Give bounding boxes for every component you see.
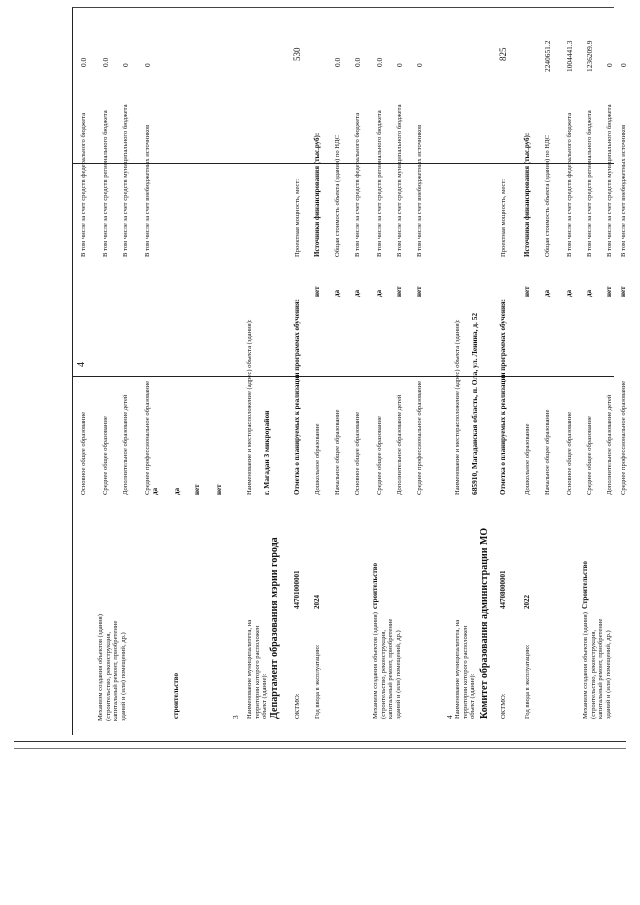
finance-header: Источники финансирования (тыс.руб):	[313, 132, 321, 257]
row-index: 4	[445, 715, 454, 719]
finance-item-label: Общая стоимость объекта (здания) по НДС	[544, 135, 551, 257]
finance-item-value: 0.0	[101, 57, 110, 67]
finance-item-value: 0	[415, 63, 424, 67]
program-item-label: Дополнительное образование детей	[606, 394, 613, 495]
program-header: Отметка о планируемых к реализации программах обучения:	[499, 298, 507, 495]
construction-mode-value: Строительство	[581, 561, 589, 609]
construction-mode-value: строительство	[172, 672, 180, 719]
program-item-label: Дополнительное образование детей	[396, 394, 403, 495]
finance-item-label: В том числе за счет средств регионального бюджета	[102, 110, 109, 257]
capacity-value: 825	[498, 47, 508, 61]
construction-mode-value: строительство	[371, 562, 379, 609]
finance-item-label: В том числе за счет средств муниципального бюджета	[396, 104, 403, 257]
address-value: 685910, Магаданская область, п. Ола, ул. Ленина, д. 52	[470, 312, 479, 495]
program-item-label: Дополнительное образование детей	[122, 394, 129, 495]
owner-value: Комитет образования администрации МО	[479, 527, 490, 719]
finance-item-value: 1004441.3	[565, 40, 574, 72]
owner-value: Департамент образования мэрии города	[269, 537, 280, 719]
program-item-label: Основное общее образование	[354, 411, 361, 495]
program-item-flag: да	[353, 289, 361, 297]
finance-item-label: В том числе за счет средств муниципального бюджета	[122, 104, 129, 257]
program-item-label: Начальное общее образование	[544, 409, 551, 495]
program-item-label: Среднее общее образование	[376, 416, 383, 495]
program-item-flag: нет	[619, 286, 627, 297]
program-item-flag: да	[375, 289, 383, 297]
program-item-flag: да	[151, 487, 159, 495]
finance-item-value: 2240651.2	[543, 40, 552, 72]
program-item-flag: нет	[415, 286, 423, 297]
finance-item-value: 0.0	[353, 57, 362, 67]
year-label: Год ввода в эксплуатацию:	[314, 644, 321, 719]
finance-item-value: 0.0	[333, 57, 342, 67]
program-item-label: Среднее профессиональное образование	[144, 380, 151, 495]
oktmo-label: ОКТМО:	[294, 693, 301, 719]
finance-item-label: В том числе за счет средств федерального бюджета	[80, 112, 87, 257]
program-item-flag: да	[173, 487, 181, 495]
construction-mode-label: Механизм создания объектов (здания) (строительство, реконструкция, капитальный ремонт, приобретение зданий и (или) помещений, др.)	[97, 614, 127, 721]
oktmo-label: ОКТМО:	[500, 693, 507, 719]
program-item-label: Среднее общее образование	[586, 416, 593, 495]
finance-item-label: В том числе за счет внебюджетных источников	[620, 124, 627, 257]
capacity-value: 530	[292, 47, 302, 61]
program-item-label: Дошкольное образование	[314, 423, 321, 495]
finance-item-value: 0	[619, 63, 628, 67]
program-item-label: Начальное общее образование	[334, 409, 341, 495]
page-number: 4	[76, 362, 87, 367]
program-item-flag: нет	[605, 286, 613, 297]
program-item-flag: да	[333, 289, 341, 297]
program-item-label: Дошкольное образование	[524, 423, 531, 495]
address-value: г. Магадан 3 микрорайон	[262, 410, 271, 495]
program-item-flag: нет	[193, 484, 201, 495]
finance-item-value: 0.0	[79, 57, 88, 67]
program-item-label: Основное общее образование	[80, 411, 87, 495]
row-index: 3	[231, 715, 240, 719]
capacity-label: Проектная мощность, мест:	[294, 178, 301, 257]
finance-item-label: В том числе за счет средств регионального бюджета	[376, 110, 383, 257]
capacity-label: Проектная мощность, мест:	[500, 178, 507, 257]
finance-item-label: В том числе за счет внебюджетных источников	[416, 124, 423, 257]
finance-item-value: 0	[143, 63, 152, 67]
program-item-flag: нет	[313, 286, 321, 297]
program-item-flag: да	[543, 289, 551, 297]
finance-item-value: 0	[605, 63, 614, 67]
program-item-flag: да	[565, 289, 573, 297]
program-item-label: Среднее профессиональное образование	[620, 380, 627, 495]
finance-item-value: 1236209.9	[585, 40, 594, 72]
year-value: 2024	[313, 595, 321, 609]
finance-item-label: Общая стоимость объекта (здания) по НДС	[334, 135, 341, 257]
finance-item-label: В том числе за счет средств федерального бюджета	[354, 112, 361, 257]
finance-item-label: В том числе за счет средств регионального бюджета	[586, 110, 593, 257]
finance-item-label: В том числе за счет внебюджетных источников	[144, 124, 151, 257]
address-label: Наименование и месторасположение (адрес) объекта (здания):	[454, 319, 461, 495]
program-item-flag: нет	[395, 286, 403, 297]
construction-mode-label: Механизм создания объектов (здания) (строительство, реконструкция, капитальный ремонт, приобретение зданий и (или) помещений, др.)	[582, 612, 612, 719]
finance-item-value: 0	[121, 63, 130, 67]
finance-item-label: В том числе за счет средств федерального бюджета	[566, 112, 573, 257]
finance-header: Источники финансирования (тыс.руб):	[523, 132, 531, 257]
finance-item-value: 0	[395, 63, 404, 67]
program-item-flag: нет	[523, 286, 531, 297]
program-item-label: Среднее профессиональное образование	[416, 380, 423, 495]
program-item-label: Основное общее образование	[566, 411, 573, 495]
year-value: 2022	[523, 595, 531, 609]
program-item-flag: да	[585, 289, 593, 297]
owner-label: Наименование муниципалитета, на территории которого расположен объект (здание):	[246, 619, 269, 719]
oktmo-value: 44708000001	[499, 570, 507, 609]
program-item-flag: нет	[215, 484, 223, 495]
owner-label: Наименование муниципалитета, на территории которого расположен объект (здание):	[454, 619, 477, 719]
rotated-table	[72, 7, 632, 727]
page-rule	[14, 741, 626, 742]
program-item-label: Среднее общее образование	[102, 416, 109, 495]
program-header: Отметка о планируемых к реализации программах обучения:	[293, 298, 301, 495]
year-label: Год ввода в эксплуатацию:	[524, 644, 531, 719]
finance-item-label: В том числе за счет средств муниципального бюджета	[606, 104, 613, 257]
finance-item-value: 0.0	[375, 57, 384, 67]
construction-mode-label: Механизм создания объектов (здания) (строительство, реконструкция, капитальный ремонт, приобретение зданий и (или) помещений, др.)	[372, 612, 402, 719]
page-rule-secondary	[14, 748, 626, 749]
address-label: Наименование и месторасположение (адрес) объекта (здания):	[246, 319, 253, 495]
oktmo-value: 44701000001	[293, 570, 301, 609]
